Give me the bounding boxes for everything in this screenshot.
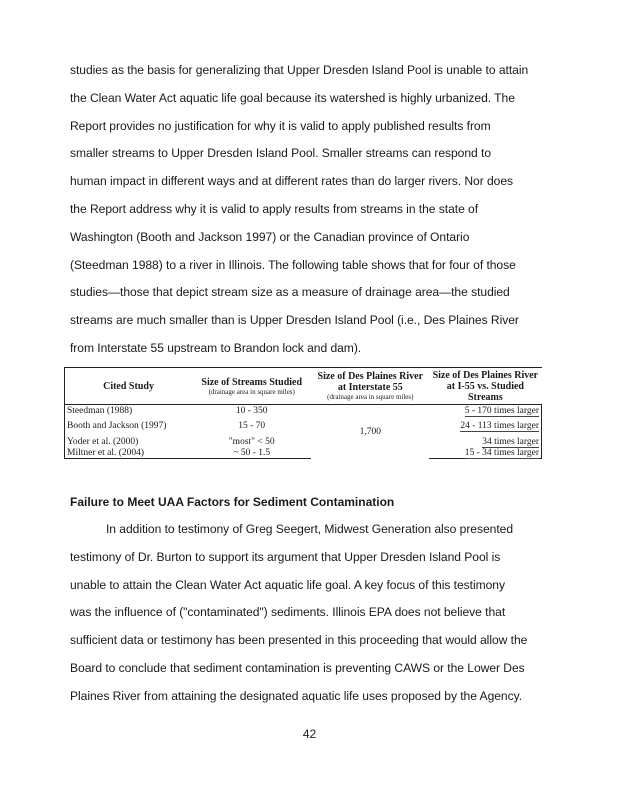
text-line: Report provides no justification for why it is valid to apply published results from	[70, 118, 491, 133]
header-streams-studied: Size of Streams Studied (drainage area in square miles)	[192, 368, 311, 405]
header-comparison: Size of Des Plaines River at I-55 vs. Studied Streams	[429, 368, 541, 405]
text-line: studies as the basis for generalizing that Upper Dresden Island Pool is unable to attain	[70, 63, 529, 77]
stream-size-table	[64, 367, 542, 481]
text-line: studies—those that depict stream size as a measure of drainage area—the studied	[70, 285, 510, 300]
text-line: testimony of Dr. Burton to support its argument that Upper Dresden Island Pool is	[70, 549, 501, 564]
paragraph-2	[70, 516, 550, 711]
table-row	[65, 436, 542, 447]
cell-study: Booth and Jackson (1997)	[65, 416, 193, 436]
text-line: from Interstate 55 upstream to Brandon lock and dam).	[70, 340, 362, 355]
table-header-row	[65, 368, 542, 405]
cell-size: 10 - 350	[235, 405, 268, 416]
page-number: 42	[302, 727, 317, 741]
cell-size: "most" < 50	[228, 436, 275, 447]
header-cited-study: Cited Study	[65, 368, 193, 405]
text-line: sufficient data or testimony has been presented in this proceeding that would allow the	[70, 633, 528, 648]
table-row	[65, 416, 542, 436]
text-line: streams are much smaller than is Upper Dresden Island Pool (i.e., Des Plaines River	[70, 313, 519, 328]
cell-comparison: 15 - 34 times larger	[429, 447, 541, 459]
text-line: human impact in different ways and at different rates than do larger rivers. Nor does	[70, 174, 514, 189]
paragraph-1	[70, 57, 550, 363]
cell-comparison: 5 - 170 times larger	[429, 405, 541, 417]
cell-des-plaines-value: 1,700	[359, 426, 381, 437]
header-streams-studied-unit: (drainage area in square miles)	[208, 387, 295, 396]
table-row	[65, 447, 542, 459]
text-line: (Steedman 1988) to a river in Illinois. The following table shows that for four of those	[70, 257, 516, 272]
text-line: the Report address why it is valid to apply results from streams in the state of	[70, 201, 479, 216]
text-line: smaller streams to Upper Dresden Island Pool. Smaller streams can respond to	[70, 146, 492, 161]
text-line: Board to conclude that sediment contamination is preventing CAWS or the Lower Des	[70, 660, 525, 675]
cell-study: Steedman (1988)	[65, 405, 193, 417]
text-line: unable to attain the Clean Water Act aquatic life goal. A key focus of this testimony	[70, 577, 505, 592]
cell-size: 15 - 70	[238, 421, 266, 431]
header-des-plaines-size: Size of Des Plaines River at Interstate 55 (drainage area in square miles)	[311, 368, 429, 405]
text-line: was the influence of ("contaminated") sediments. Illinois EPA does not believe that	[70, 605, 506, 620]
text-line: In addition to testimony of Greg Seegert, Midwest Generation also presented	[106, 522, 513, 536]
header-des-plaines-unit: (drainage area in square miles)	[327, 393, 414, 401]
section-heading: Failure to Meet UAA Factors for Sediment Contamination	[70, 495, 395, 509]
text-line: the Clean Water Act aquatic life goal because its watershed is highly urbanized. The	[70, 90, 515, 105]
cell-size: ~ 50 - 1.5	[192, 447, 311, 459]
text-line: Washington (Booth and Jackson 1997) or the Canadian province of Ontario	[70, 229, 470, 244]
cell-study: Miltner et al. (2004)	[65, 447, 193, 459]
table-row	[65, 405, 542, 417]
cell-comparison: 24 - 113 times larger	[429, 416, 541, 436]
text-line: Plaines River from attaining the designated aquatic life uses proposed by the Agency.	[70, 688, 523, 703]
cell-comparison: 34 times larger	[429, 436, 541, 447]
cell-study: Yoder et al. (2000)	[65, 436, 193, 447]
